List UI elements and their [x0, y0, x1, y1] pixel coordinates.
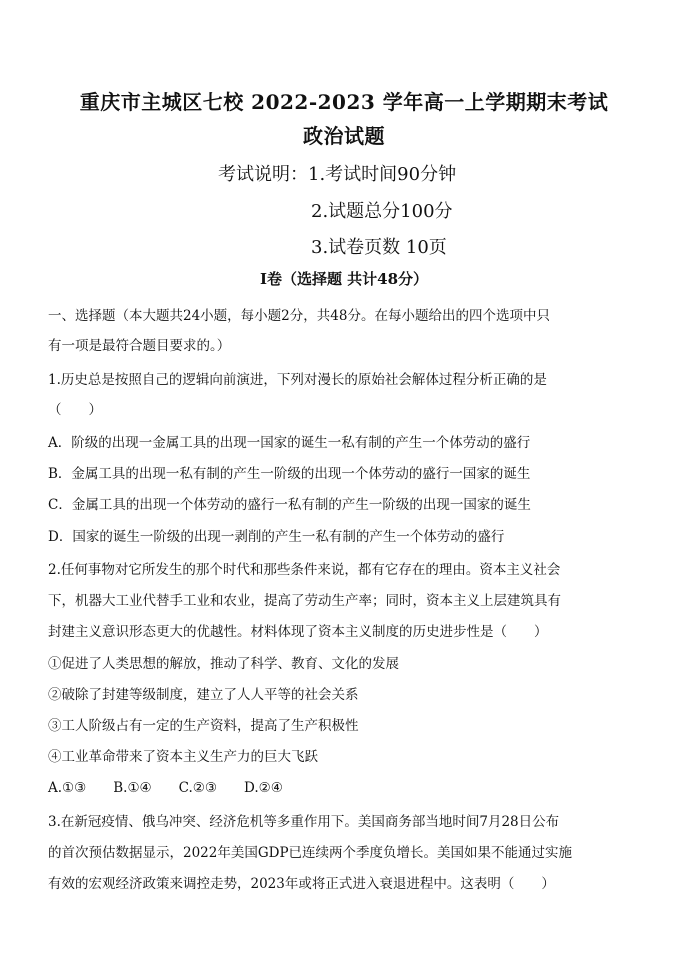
exam-note-pages: 3.试卷页数 10页 [311, 237, 447, 258]
question-3-stem: 3.在新冠疫情、俄乌冲突、经济危机等多重作用下。美国商务部当地时间7月28日公布 [48, 814, 560, 830]
question-2-item-1: ①促进了人类思想的解放，推动了科学、教育、文化的发展 [48, 656, 399, 672]
question-1-option-c: C．金属工具的出现一个体劳动的盛行一私有制的产生一阶级的出现一国家的诞生 [48, 497, 531, 513]
question-2-item-3: ③工人阶级占有一定的生产资料，提高了生产积极性 [48, 718, 359, 734]
question-1-option-a: A．阶级的出现一金属工具的出现一国家的诞生一私有制的产生一个体劳动的盛行 [48, 435, 531, 451]
section-title: I卷（选择题 共计48分） [259, 270, 429, 288]
question-2-stem: 下，机器大工业代替手工业和农业，提高了劳动生产率；同时，资本主义上层建筑具有 [48, 593, 561, 609]
question-3-stem: 的首次预估数据显示，2022年美国GDP已连续两个季度负增长。美国如果不能通过实施 [48, 845, 573, 861]
instruction-line: 一、选择题（本大题共24小题，每小题2分，共48分。在每小题给出的四个选项中只 [48, 308, 550, 324]
exam-note-time: 考试说明：1.考试时间90分钟 [218, 164, 457, 185]
exam-subtitle: 政治试题 [303, 124, 385, 148]
question-2-item-2: ②破除了封建等级制度，建立了人人平等的社会关系 [48, 687, 359, 703]
question-2-stem: 2.任何事物对它所发生的那个时代和那些条件来说，都有它存在的理由。资本主义社会 [48, 562, 561, 578]
question-1-option-d: D．国家的诞生一阶级的出现一剥削的产生一私有制的产生一个体劳动的盛行 [48, 529, 505, 545]
question-1-stem: （ ） [48, 402, 102, 418]
question-2-choices: A.①③ B.①④ C.②③ D.②④ [48, 780, 283, 796]
exam-note-score: 2.试题总分100分 [311, 201, 453, 222]
question-2-stem: 封建主义意识形态更大的优越性。材料体现了资本主义制度的历史进步性是（ ） [48, 624, 548, 640]
question-1-option-b: B．金属工具的出现一私有制的产生一阶级的出现一个体劳动的盛行一国家的诞生 [48, 466, 531, 482]
instruction-line: 有一项是最符合题目要求的。） [48, 338, 231, 354]
question-3-stem: 有效的宏观经济政策来调控走势，2023年或将正式进入衰退进程中。这表明（ ） [48, 876, 555, 892]
question-2-item-4: ④工业革命带来了资本主义生产力的巨大飞跃 [48, 749, 318, 765]
question-1-stem: 1.历史总是按照自己的逻辑向前演进，下列对漫长的原始社会解体过程分析正确的是 [48, 372, 547, 388]
exam-title: 重庆市主城区七校 2022-2023 学年高一上学期期末考试 [79, 90, 609, 114]
